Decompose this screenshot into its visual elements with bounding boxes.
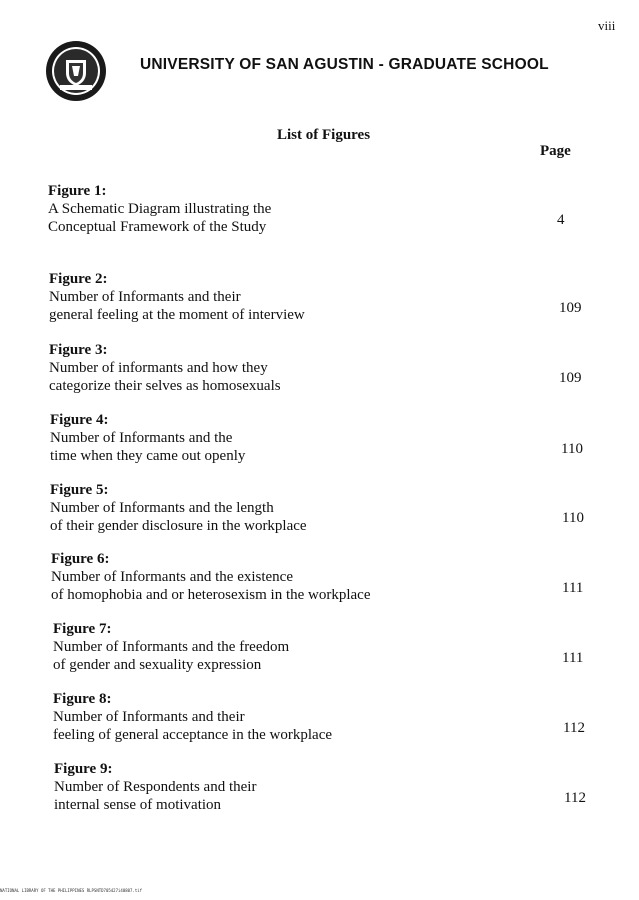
list-title: List of Figures (277, 127, 371, 143)
figure-label: Figure 8: (53, 691, 112, 707)
figure-label: Figure 4: (50, 412, 109, 428)
institution-name: UNIVERSITY OF SAN AGUSTIN - GRADUATE SCHOOL (140, 56, 549, 73)
figure-caption-line: of their gender disclosure in the workplace (50, 518, 307, 534)
figure-caption-line: Number of Informants and the length (50, 500, 274, 516)
figure-label: Figure 7: (53, 621, 112, 637)
figure-page-number: 109 (559, 370, 582, 386)
list-item (50, 481, 307, 535)
scan-footer: NATIONAL LIBRARY OF THE PHILIPPINES RLPSNTD705427i40807.tif (0, 888, 143, 893)
university-seal-icon (45, 40, 107, 102)
figure-caption-line: Number of Respondents and their (54, 779, 257, 795)
figure-caption-line: time when they came out openly (50, 448, 246, 464)
list-item (49, 270, 305, 324)
list-item (49, 341, 281, 395)
figure-caption-line: general feeling at the moment of interview (49, 307, 305, 323)
list-item (53, 620, 289, 674)
figure-label: Figure 3: (49, 342, 108, 358)
figure-label: Figure 5: (50, 482, 109, 498)
figure-page-number: 110 (561, 441, 583, 457)
figure-caption-line: Number of Informants and the freedom (53, 639, 290, 655)
figure-page-number: 4 (557, 212, 565, 228)
figure-page-number: 111 (562, 580, 584, 596)
figure-label: Figure 2: (49, 271, 108, 287)
figure-caption-line: feeling of general acceptance in the workplace (53, 727, 333, 743)
figure-caption-line: categorize their selves as homosexuals (49, 378, 281, 394)
figure-label: Figure 9: (54, 761, 113, 777)
figure-caption-line: Number of Informants and their (49, 289, 241, 305)
page-number: viii (598, 18, 616, 33)
figure-caption-line: Number of informants and how they (49, 360, 268, 376)
list-item (50, 411, 245, 465)
figure-caption-line: Number of Informants and the existence (51, 569, 293, 585)
figure-page-number: 110 (562, 510, 584, 526)
figure-caption-line: of gender and sexuality expression (53, 657, 262, 673)
figure-caption-line: A Schematic Diagram illustrating the (48, 201, 272, 217)
figure-page-number: 112 (564, 790, 586, 806)
list-item (53, 690, 332, 744)
figure-label: Figure 6: (51, 551, 110, 567)
figure-caption-line: Number of Informants and their (53, 709, 245, 725)
figure-page-number: 111 (562, 650, 584, 666)
figure-label: Figure 1: (48, 183, 107, 199)
figure-caption-line: Conceptual Framework of the Study (48, 219, 267, 235)
list-item (51, 550, 371, 604)
figure-caption-line: of homophobia and or heterosexism in the workplace (51, 587, 371, 603)
list-item (54, 760, 256, 814)
list-item (48, 182, 271, 236)
figure-caption-line: Number of Informants and the (50, 430, 233, 446)
figure-page-number: 112 (563, 720, 585, 736)
figure-caption-line: internal sense of motivation (54, 797, 222, 813)
figure-page-number: 109 (559, 300, 582, 316)
page-column-header: Page (540, 143, 571, 159)
